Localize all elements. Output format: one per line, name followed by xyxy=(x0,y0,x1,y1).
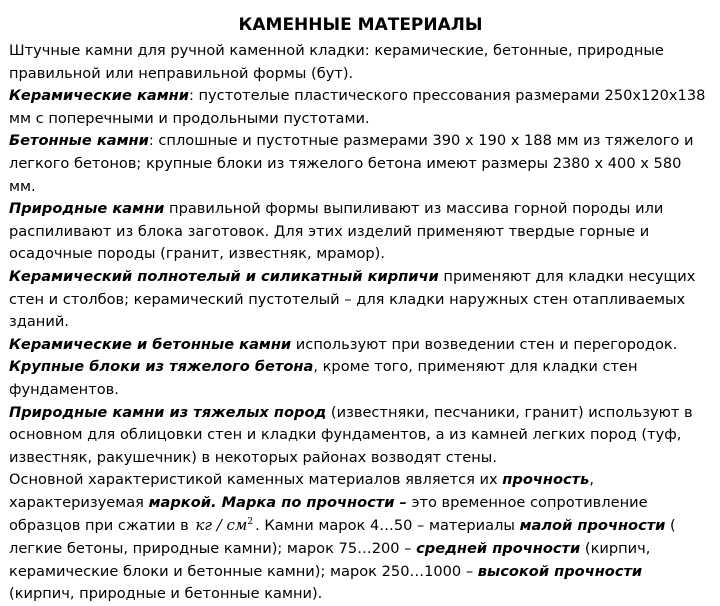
paragraph-bricks xyxy=(9,266,712,334)
paragraph-strength xyxy=(9,469,712,606)
lead-term: Крупные блоки из тяжелого бетона xyxy=(9,358,314,376)
paragraph-text: (известняки, песчаники, гранит) используют в основном для облицовки стен и кладки фундаментов, а из камней легких пород (туф, известняк, ракушечник) в некоторых районах возводят стены. xyxy=(9,403,693,466)
paragraph-ceramic-concrete xyxy=(9,334,712,357)
lead-term: Керамические камни xyxy=(9,87,189,105)
paragraph-text: правильной формы выпиливают из массива горной породы или распиливают из блока заготовок. Для этих изделий применяют твердые горные и осадочные породы (гранит, известняк, мрамор). xyxy=(9,200,664,263)
paragraph-natural-stones xyxy=(9,198,712,266)
unit-formula xyxy=(193,516,255,534)
term-high-strength: высокой прочности xyxy=(477,562,643,580)
formula-base: кг / см xyxy=(195,516,248,535)
paragraph-text: . Камни марок 4…50 – материалы xyxy=(255,517,520,535)
term-strength: прочность xyxy=(502,471,590,489)
paragraph-ceramic-stones xyxy=(9,85,712,130)
paragraph-text: используют при возведении стен и перегородок. xyxy=(291,335,678,353)
paragraph-large-blocks xyxy=(9,356,712,401)
paragraph-text: : пустотелые пластического прессования размерами 250х120х138 мм с поперечными и продольными пустотами. xyxy=(9,87,706,127)
paragraph-text: , кроме того, применяют для кладки стен фундаментов. xyxy=(9,358,638,398)
lead-term: Природные камни xyxy=(9,200,165,218)
paragraph-text: (кирпич, керамические блоки и бетонные камни); марок 250…1000 – xyxy=(9,540,651,580)
term-medium-strength: средней прочности xyxy=(416,540,581,558)
paragraph-heavy-rocks xyxy=(9,402,712,470)
term-grade: маркой. Марка по прочности – xyxy=(148,493,407,511)
paragraph-text: : сплошные и пустотные размерами 390 х 190 х 188 мм из тяжелого и легкого бетонов; крупные блоки из тяжелого бетона имеют размеры 2380 х 400 х 580 мм. xyxy=(9,132,694,195)
slide-title: КАМЕННЫЕ МАТЕРИАЛЫ xyxy=(238,15,483,35)
paragraph-text: , характеризуемая xyxy=(9,471,594,511)
paragraph-text: Основной характеристикой каменных материалов является их xyxy=(9,471,503,489)
lead-term: Керамические и бетонные камни xyxy=(9,335,292,353)
paragraph-text: ( легкие бетоны, природные камни); марок 75…200 – xyxy=(9,517,676,558)
lead-term: Бетонные камни xyxy=(9,132,149,150)
paragraph-intro: Штучные камни для ручной каменной кладки: керамические, бетонные, природные правильной или неправильной формы (бут). xyxy=(9,42,664,82)
lead-term: Природные камни из тяжелых пород xyxy=(9,403,327,421)
term-low-strength: малой прочности xyxy=(519,517,666,535)
paragraph-concrete-stones xyxy=(9,130,712,198)
paragraph-text: это временное сопротивление образцов при сжатии в xyxy=(9,493,648,535)
lead-term: Керамический полнотелый и силикатный кирпичи xyxy=(9,267,439,285)
paragraph-text: применяют для кладки несущих стен и столбов; керамический пустотелый – для кладки наружных стен отапливаемых зданий. xyxy=(9,267,696,331)
paragraph-text: (кирпич, природные и бетонные камни). xyxy=(9,585,323,603)
formula-exponent: 2 xyxy=(247,517,254,528)
slide-body xyxy=(9,40,712,606)
